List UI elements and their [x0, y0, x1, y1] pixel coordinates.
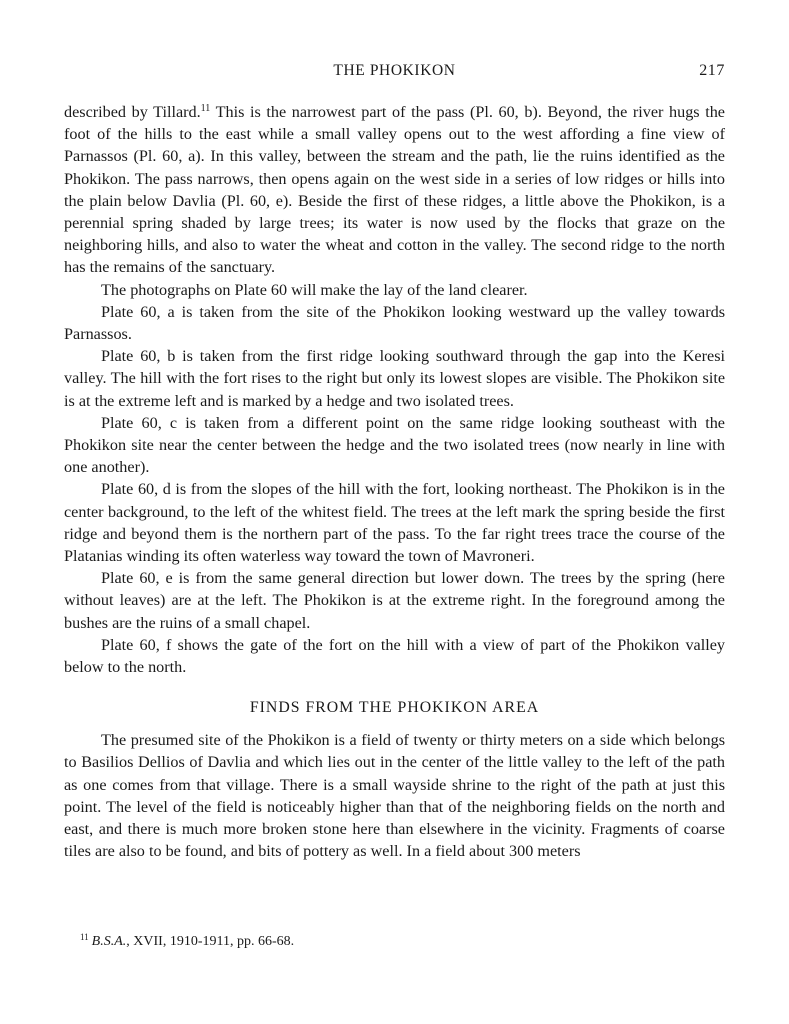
paragraph: Plate 60, f shows the gate of the fort on the hill with a view of part of the Phokikon valley below to the north.: [64, 635, 725, 677]
paragraph: The presumed site of the Phokikon is a field of twenty or thirty meters on a side which belongs to Basilios Dellios of Davlia and which lies out in the center of the little valley to the left of the path as one comes from that village. There is a small wayside shrine to the right of the path at just this point. The level of the field is noticeably higher than that of the neighboring fields on the north and east, and there is much more broken stone here than elsewhere in the vicinity. Fragments of coarse tiles are also to be found, and bits of pottery as well. In a field about 300 meters: [64, 731, 725, 861]
footnote-citation: , XVII, 1910-1911, pp. 66-68.: [126, 934, 295, 949]
paragraph: Plate 60, e is from the same general direction but lower down. The trees by the spring (here without leaves) are at the left. The Phokikon is at the extreme right. In the foreground among the bushes are the ruins of a small chapel.: [64, 569, 725, 632]
body-text: [64, 101, 725, 863]
paragraph: Plate 60, a is taken from the site of the Phokikon looking westward up the valley towards Parnassos.: [64, 302, 725, 344]
paragraph-text: This is the narrowest part of the pass (Pl. 60, b). Beyond, the river hugs the foot of the hills to the east while a small valley opens out to the west affording a fine view of Parnassos (Pl. 60, a). In this valley, between the stream and the path, lie the ruins identified as the Phokikon. The pass narrows, then opens again on the west side in a series of low ridges or hills into the plain below Davlia (Pl. 60, e). Beside the first of these ridges, a little above the Phokikon, is a perennial spring shaded by large trees; its water is now used by the flocks that graze on the neighboring hills, and also to water the wheat and cotton in the valley. The second ridge to the north has the remains of the sanctuary.: [64, 103, 725, 277]
paragraph: Plate 60, c is taken from a different point on the same ridge looking southeast with the Phokikon site near the center between the hedge and the two isolated trees (now nearly in line with one another).: [64, 413, 725, 477]
page-number: 217: [699, 62, 725, 79]
footnote-citation-abbr: B.S.A.: [91, 934, 127, 949]
paragraph: Plate 60, b is taken from the first ridge looking southward through the gap into the Keresi valley. The hill with the fort rises to the right but only its lowest slopes are visible. The Phokikon site is at the extreme left and is marked by a hedge and two isolated trees.: [64, 347, 725, 410]
paragraph-text: described by Tillard.: [64, 103, 201, 121]
footnote-reference: 11: [200, 103, 211, 114]
page: [64, 62, 725, 863]
paragraph: Plate 60, d is from the slopes of the hill with the fort, looking northeast. The Phokikon is in the center background, to the left of the whitest field. The trees at the left mark the spring beside the first ridge and beyond them is the northern part of the pass. To the far right trees trace the course of the Platanias winding its often waterless way toward the town of Mavroneri.: [64, 480, 725, 566]
paragraph: The photographs on Plate 60 will make the lay of the land clearer.: [101, 280, 528, 299]
page-title: THE PHOKIKON: [333, 62, 456, 79]
section-heading: FINDS FROM THE PHOKIKON AREA: [249, 699, 540, 717]
footnote: [80, 933, 294, 951]
paragraph: [64, 101, 725, 279]
footnote-number: 11: [80, 932, 89, 942]
running-head: [64, 62, 725, 86]
